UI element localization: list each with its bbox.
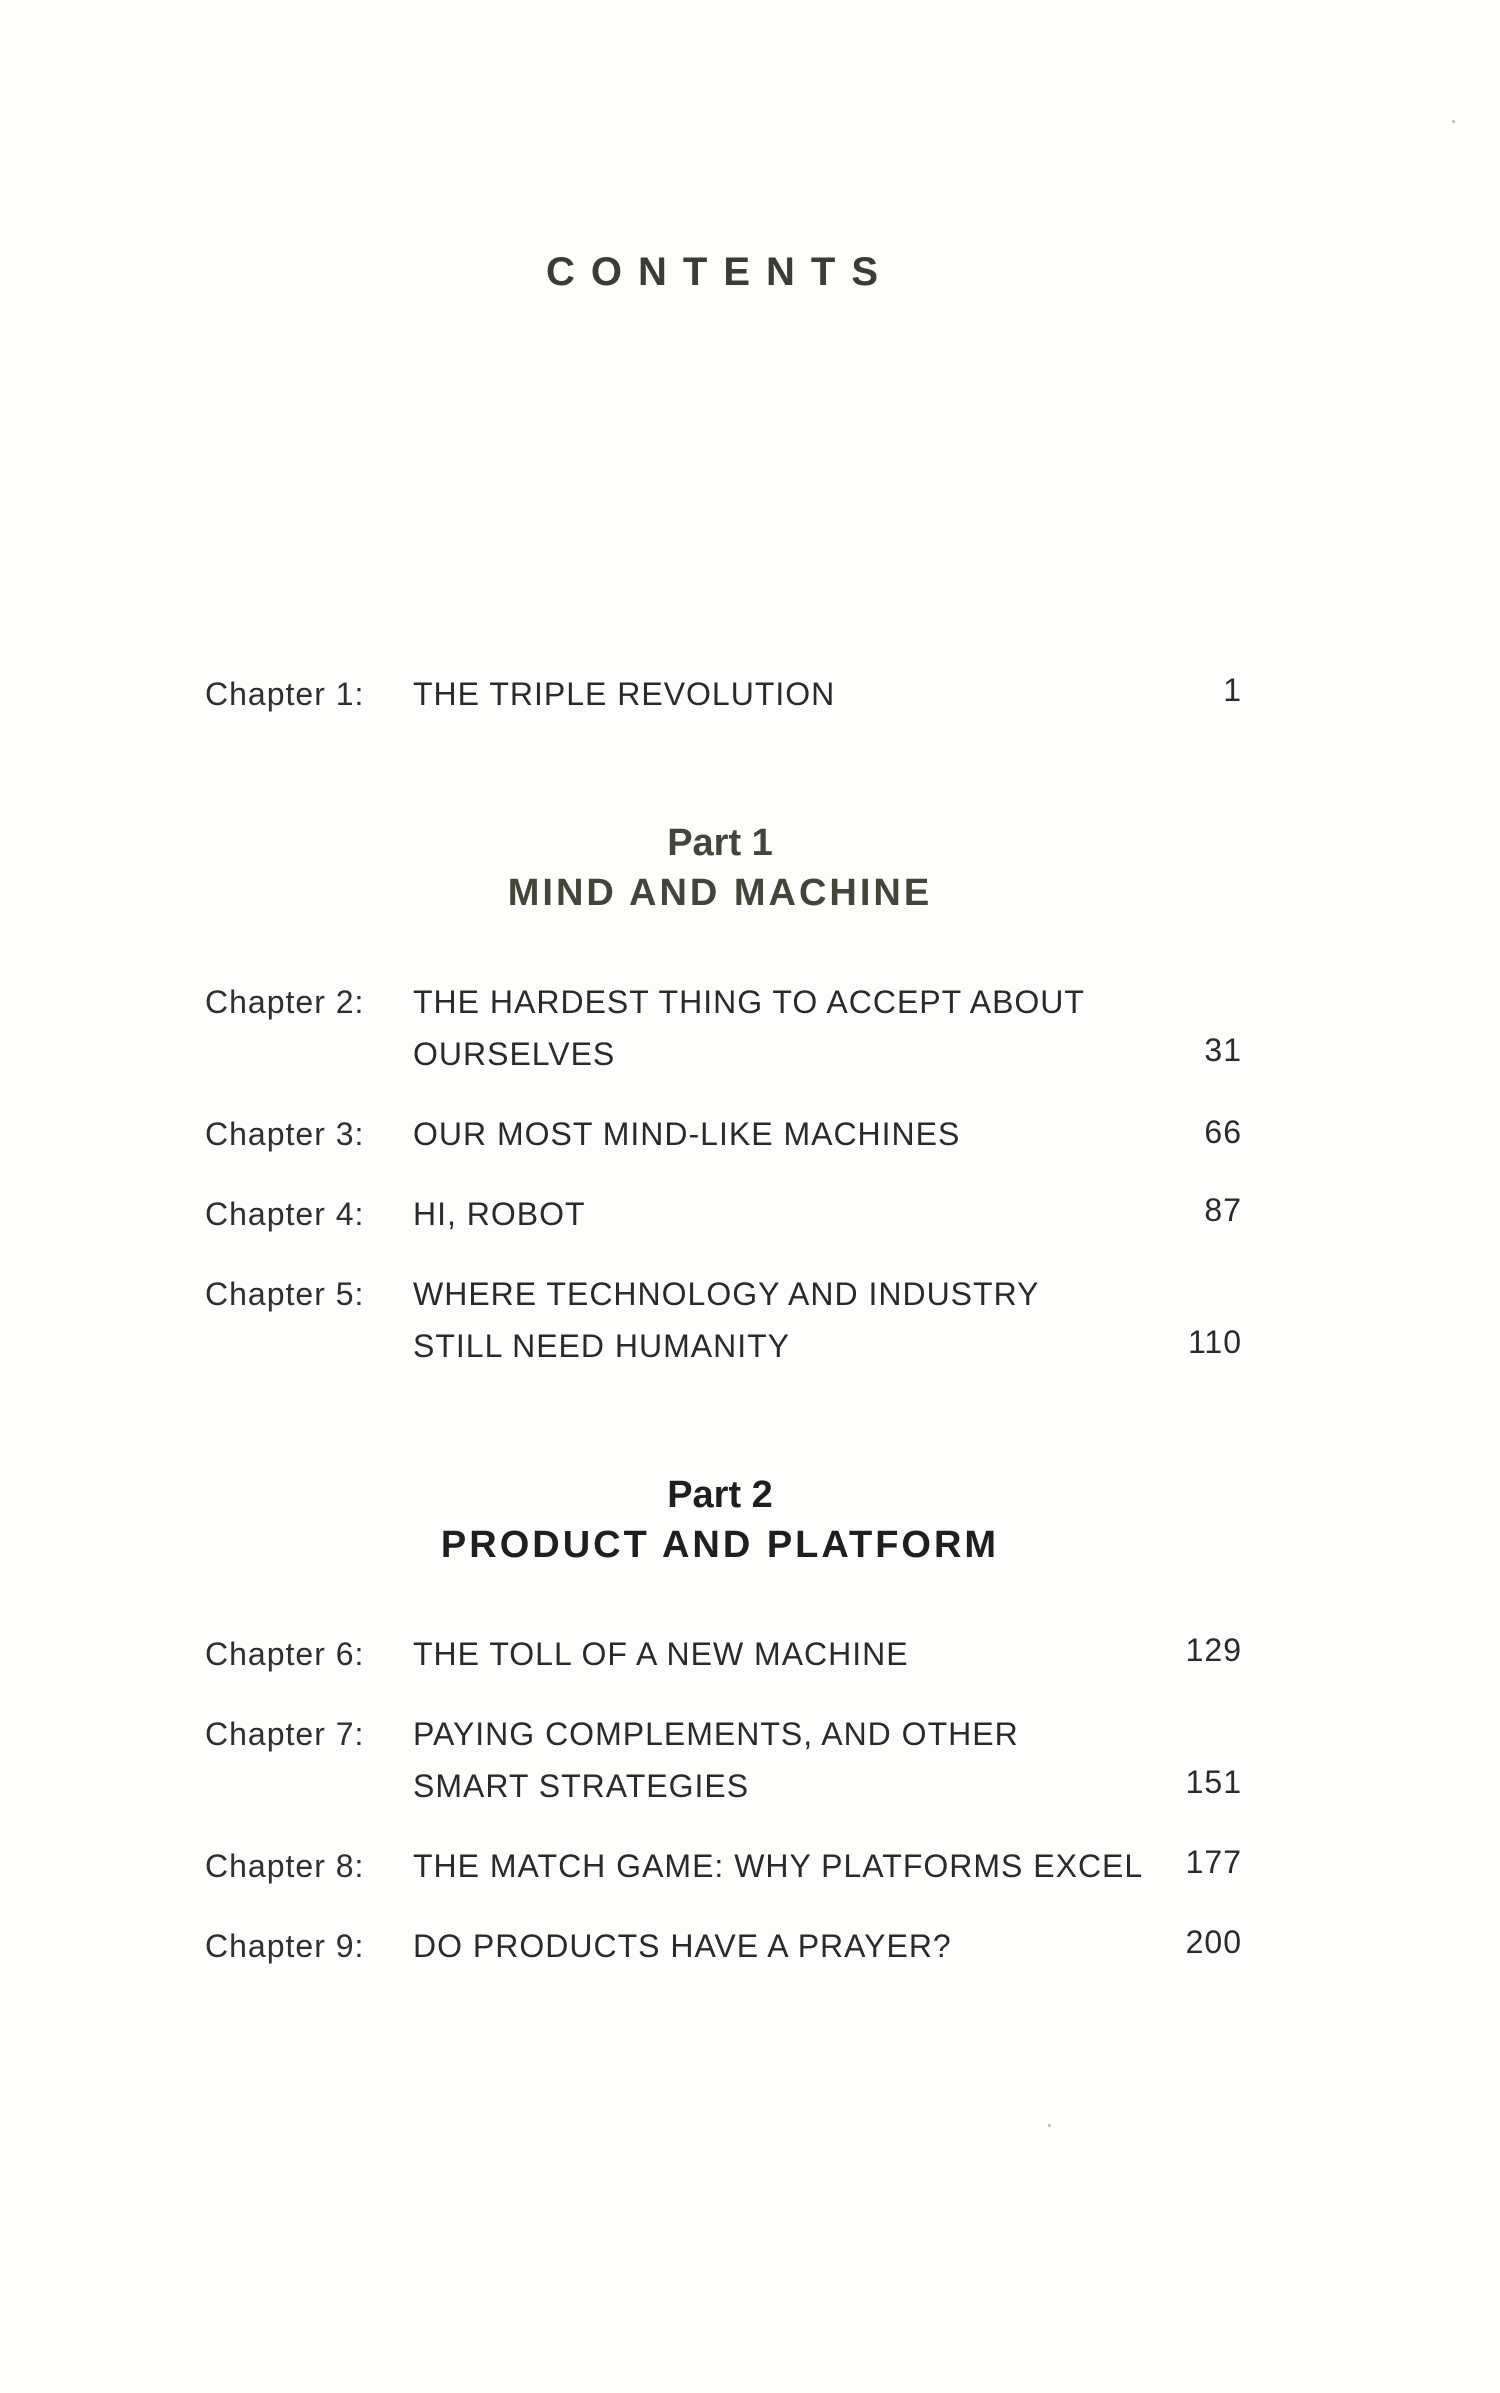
chapter-title-line: THE MATCH GAME: WHY PLATFORMS EXCEL [413, 1848, 1144, 1884]
scan-speck [1452, 120, 1455, 123]
chapter-title [413, 1840, 1173, 1892]
chapter-label: Chapter 3: [205, 1116, 365, 1152]
chapter-title [413, 1628, 1173, 1680]
page-number: 87 [1204, 1192, 1242, 1228]
part-number: Part 1 [667, 822, 773, 864]
chapter-title-line: PAYING COMPLEMENTS, AND OTHER [413, 1716, 1019, 1752]
part-title: MIND AND MACHINE [507, 872, 933, 914]
chapter-title [413, 1188, 1173, 1240]
chapter-label: Chapter 9: [205, 1928, 365, 1964]
chapter-label: Chapter 4: [205, 1196, 365, 1232]
chapter-label: Chapter 6: [205, 1636, 365, 1672]
chapter-title [413, 976, 1173, 1080]
chapter-title-line: THE HARDEST THING TO ACCEPT ABOUT [413, 984, 1085, 1020]
chapter-title [413, 668, 1173, 720]
chapter-title-line: WHERE TECHNOLOGY AND INDUSTRY [413, 1276, 1040, 1312]
page-number: 66 [1204, 1114, 1242, 1150]
chapter-label: Chapter 2: [205, 984, 365, 1020]
page-number: 200 [1185, 1924, 1242, 1960]
chapter-label: Chapter 7: [205, 1716, 365, 1752]
chapter-title [413, 1108, 1173, 1160]
chapter-title [413, 1268, 1173, 1372]
chapter-label: Chapter 1: [205, 676, 365, 712]
chapter-title [413, 1920, 1173, 1972]
part-1-heading [0, 818, 1440, 918]
chapter-title [413, 1708, 1173, 1812]
chapter-label: Chapter 5: [205, 1276, 365, 1312]
page-number: 31 [1204, 1032, 1242, 1068]
chapter-title-line: OURSELVES [413, 1036, 616, 1072]
page-number: 1 [1223, 672, 1242, 708]
page-title: CONTENTS [546, 250, 894, 294]
chapter-label: Chapter 8: [205, 1848, 365, 1884]
scan-speck [1048, 2124, 1051, 2127]
chapter-title-line: OUR MOST MIND-LIKE MACHINES [413, 1116, 961, 1152]
chapter-title-line: HI, ROBOT [413, 1196, 586, 1232]
chapter-title-line: DO PRODUCTS HAVE A PRAYER? [413, 1928, 952, 1964]
page-number: 177 [1185, 1844, 1242, 1880]
chapter-title-line: THE TOLL OF A NEW MACHINE [413, 1636, 909, 1672]
part-title: PRODUCT AND PLATFORM [440, 1524, 1000, 1566]
chapter-title-line: SMART STRATEGIES [413, 1768, 750, 1804]
page-number: 151 [1185, 1764, 1242, 1800]
page-number: 110 [1187, 1324, 1242, 1360]
part-2-heading [0, 1470, 1440, 1570]
chapter-title-line: THE TRIPLE REVOLUTION [413, 676, 836, 712]
chapter-title-line: STILL NEED HUMANITY [413, 1328, 790, 1364]
page-number: 129 [1185, 1632, 1242, 1668]
part-number: Part 2 [667, 1474, 773, 1516]
